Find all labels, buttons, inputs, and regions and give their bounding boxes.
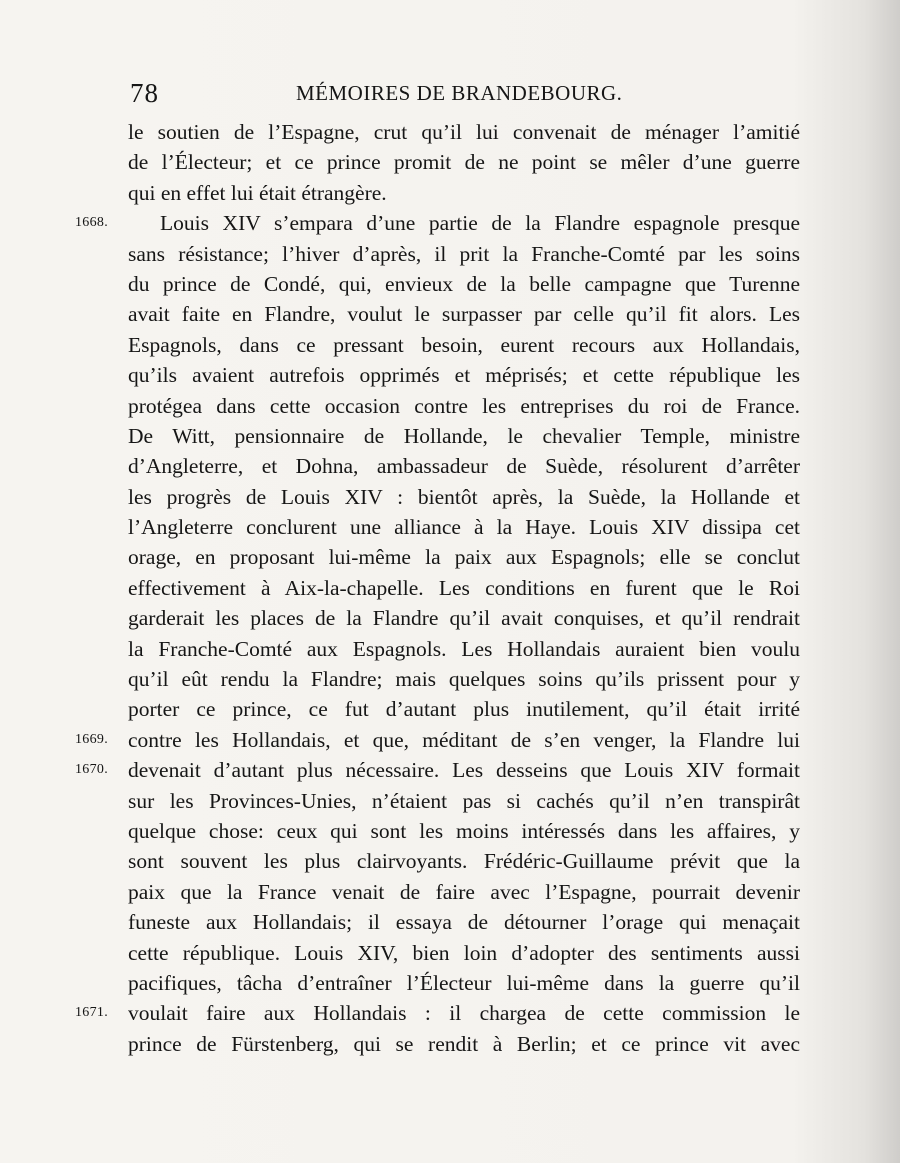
line-text: orage, en proposant lui-même la paix aux Espagnols; elle se conclut bbox=[128, 545, 800, 570]
line-text: devenait d’autant plus nécessaire. Les desseins que Louis XIV formait bbox=[128, 758, 800, 783]
text-line bbox=[128, 360, 800, 390]
text-line bbox=[128, 482, 800, 512]
line-text: cette république. Louis XIV, bien loin d’adopter des sentiments aussi bbox=[128, 940, 800, 965]
text-line bbox=[128, 117, 800, 147]
text-line bbox=[75, 725, 800, 755]
text-line bbox=[75, 208, 800, 238]
line-text: voulait faire aux Hollandais : il chargea de cette commission le bbox=[128, 1001, 800, 1026]
text-line bbox=[128, 330, 800, 360]
line-text: porter ce prince, ce fut d’autant plus inutilement, qu’il était irrité bbox=[128, 697, 800, 722]
line-text: contre les Hollandais, et que, méditant de s’en venger, la Flandre lui bbox=[128, 727, 800, 752]
text-line bbox=[128, 603, 800, 633]
text-line bbox=[128, 178, 800, 208]
line-text: le soutien de l’Espagne, crut qu’il lui convenait de ménager l’amitié bbox=[128, 120, 800, 144]
text-line bbox=[128, 816, 800, 846]
line-text: Louis XIV s’empara d’une partie de la Flandre espagnole presque bbox=[160, 211, 800, 236]
line-text: la Franche-Comté aux Espagnols. Les Hollandais auraient bien voulu bbox=[128, 636, 800, 661]
line-text: paix que la France venait de faire avec l’Espagne, pourrait devenir bbox=[128, 879, 800, 904]
text-line bbox=[128, 147, 800, 177]
text-line bbox=[75, 755, 800, 785]
line-text: garderait les places de la Flandre qu’il avait conquises, et qu’il rendrait bbox=[128, 606, 800, 631]
margin-year-note: 1668. bbox=[75, 215, 108, 231]
line-text: pacifiques, tâcha d’entraîner l’Électeur lui-même dans la guerre qu’il bbox=[128, 970, 800, 995]
text-line bbox=[128, 938, 800, 968]
line-text: funeste aux Hollandais; il essaya de détourner l’orage qui menaçait bbox=[128, 910, 800, 935]
margin-year-note: 1671. bbox=[75, 1005, 108, 1021]
body-text bbox=[75, 117, 800, 1059]
line-text: qu’il eût rendu la Flandre; mais quelques soins qu’ils prissent pour y bbox=[128, 667, 800, 692]
text-line bbox=[128, 786, 800, 816]
line-text: les progrès de Louis XIV : bientôt après, la Suède, la Hollande et bbox=[128, 484, 800, 509]
text-line bbox=[128, 299, 800, 329]
text-line bbox=[128, 239, 800, 269]
text-line bbox=[128, 694, 800, 724]
line-text: d’Angleterre, et Dohna, ambassadeur de Suède, résolurent d’arrêter bbox=[128, 454, 800, 479]
page-header bbox=[130, 78, 800, 110]
line-text: l’Angleterre conclurent une alliance à la Haye. Louis XIV dissipa cet bbox=[128, 515, 800, 540]
line-text: prince de Fürstenberg, qui se rendit à Berlin; et ce prince vit avec bbox=[128, 1031, 800, 1056]
line-text: Espagnols, dans ce pressant besoin, eurent recours aux Hollandais, bbox=[128, 332, 800, 357]
line-text: protégea dans cette occasion contre les entreprises du roi de France. bbox=[128, 393, 800, 418]
line-text: qu’ils avaient autrefois opprimés et méprisés; et cette république les bbox=[128, 363, 800, 388]
line-text: De Witt, pensionnaire de Hollande, le chevalier Temple, ministre bbox=[128, 423, 800, 448]
text-line bbox=[128, 907, 800, 937]
line-text: sans résistance; l’hiver d’après, il prit la Franche-Comté par les soins bbox=[128, 241, 800, 266]
line-text: quelque chose: ceux qui sont les moins intéressés dans les affaires, y bbox=[128, 818, 800, 843]
line-text: avait faite en Flandre, voulut le surpasser par celle qu’il fit alors. Les bbox=[128, 302, 800, 327]
text-line bbox=[128, 451, 800, 481]
text-line bbox=[128, 512, 800, 542]
text-line bbox=[128, 421, 800, 451]
margin-year-note: 1669. bbox=[75, 731, 108, 747]
text-line bbox=[128, 1029, 800, 1059]
line-text: sur les Provinces-Unies, n’étaient pas si cachés qu’il n’en transpirât bbox=[128, 788, 800, 813]
page-number: 78 bbox=[130, 78, 159, 108]
line-text: effectivement à Aix-la-chapelle. Les conditions en furent que le Roi bbox=[128, 575, 800, 600]
running-title: MÉMOIRES DE BRANDEBOURG. bbox=[296, 81, 623, 105]
line-text: de l’Électeur; et ce prince promit de ne point se mêler d’une guerre bbox=[128, 150, 800, 175]
text-line bbox=[128, 573, 800, 603]
text-line bbox=[128, 634, 800, 664]
line-text: sont souvent les plus clairvoyants. Frédéric-Guillaume prévit que la bbox=[128, 849, 800, 874]
line-text: qui en effet lui était étrangère. bbox=[128, 180, 387, 205]
text-line bbox=[128, 391, 800, 421]
text-line bbox=[128, 269, 800, 299]
line-text: du prince de Condé, qui, envieux de la belle campagne que Turenne bbox=[128, 271, 800, 296]
text-line bbox=[128, 877, 800, 907]
margin-year-note: 1670. bbox=[75, 762, 108, 778]
text-line bbox=[128, 968, 800, 998]
text-line bbox=[128, 542, 800, 572]
text-line bbox=[128, 846, 800, 876]
text-line bbox=[128, 664, 800, 694]
text-line bbox=[75, 998, 800, 1028]
